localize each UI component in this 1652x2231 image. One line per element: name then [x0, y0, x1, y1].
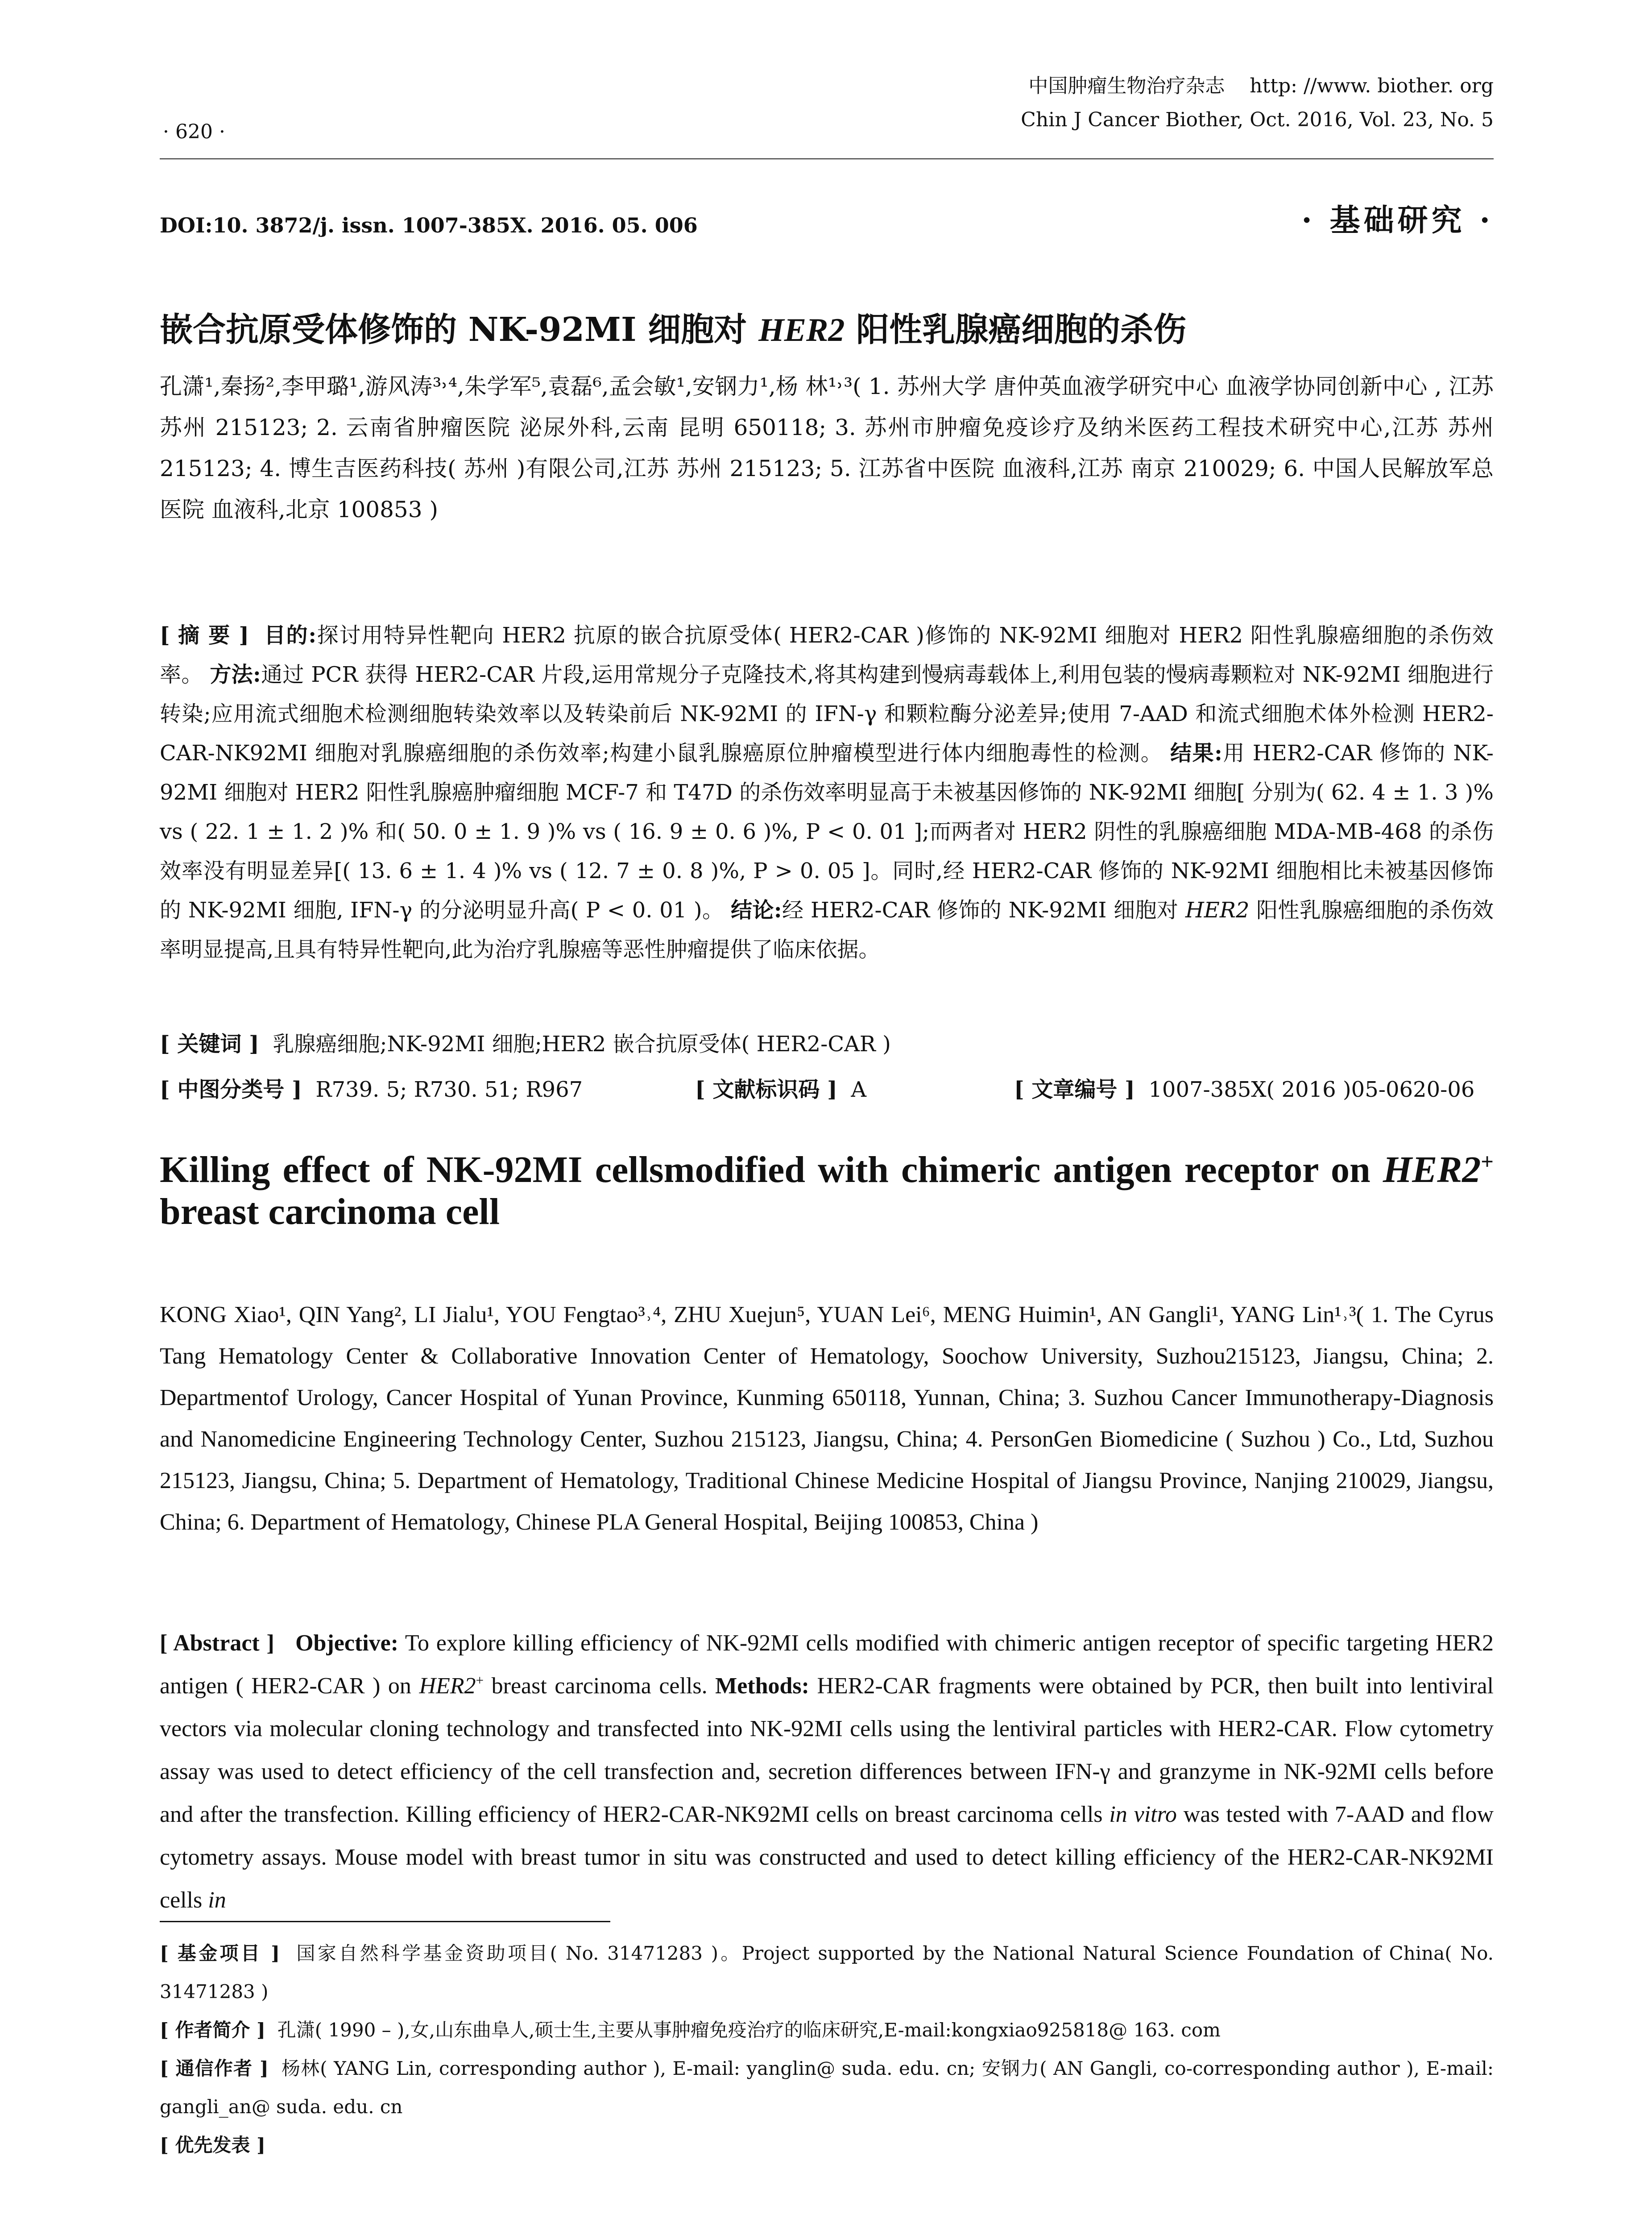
priority-publication-note: [ 优先发表 ]: [160, 2134, 265, 2156]
journal-url[interactable]: http: //www. biother. org: [1250, 75, 1494, 97]
journal-name-cn: 中国肿瘤生物治疗杂志: [1028, 75, 1225, 97]
article-no: 1007-385X( 2016 )05-0620-06: [1148, 1077, 1475, 1102]
method-label: 方法:: [210, 662, 261, 687]
running-header: [1021, 69, 1494, 137]
gene-name: HER2: [758, 312, 845, 348]
objective-label: 目的:: [264, 623, 317, 648]
clc-text: R739. 5; R730. 51; R967: [315, 1077, 583, 1102]
abstract-en-label: [ Abstract ]: [160, 1630, 274, 1656]
header-rule: [160, 158, 1494, 159]
page-number: · 620 ·: [163, 120, 225, 143]
abstract-en: [ Abstract ] Objective: To explore killing efficiency of NK-92MI cells modified with chimeric antigen receptor of specific targeting HER2 antigen ( HER2-CAR ) on HER2+ breast carcinoma cells. Methods: HER2-CAR fragments were obtained by PCR, then built into lentiviral vectors via molecular cloning technology and transfected into NK-92MI cells using the lentiviral particles with HER2-CAR. Flow cytometry assay was used to detect efficiency of the cell transfection and, secretion differences between IFN-γ and granzyme in NK-92MI cells before and after the transfection. Killing efficiency of HER2-CAR-NK92MI cells on breast carcinoma cells in vitro was tested with 7-AAD and flow cytometry assays. Mouse model with breast tumor in situ was constructed and used to detect killing efficiency of the HER2-CAR-NK92MI cells in: [160, 1630, 1494, 1913]
footnotes: [160, 1934, 1494, 2165]
correspondence-note: [ 通信作者 ] 杨林( YANG Lin, corresponding author ), E-mail: yanglin@ suda. edu. cn; 安钢力( AN Gangli, co-corresponding author ), E-mail: gangli_an@ suda. edu. cn: [160, 2057, 1494, 2118]
doi: DOI:10. 3872/j. issn. 1007-385X. 2016. 05. 006: [160, 213, 698, 237]
title-en: Killing effect of NK-92MI cellsmodified with chimeric antigen receptor on HER2+ breast carcinoma cell: [160, 1149, 1494, 1232]
method-text: 通过 PCR 获得 HER2-CAR 片段,运用常规分子克隆技术,将其构建到慢病毒载体上,利用包装的慢病毒颗粒对 NK-92MI 细胞进行转染;应用流式细胞术检测细胞转染效率以及转染前后 NK-92MI 的 IFN-γ 和颗粒酶分泌差异;使用 7-AAD 和流式细胞术体外检测 HER2-CAR-NK92MI 细胞对乳腺癌细胞的杀伤效率;构建小鼠乳腺癌原位肿瘤模型进行体内细胞毒性的检测。: [160, 662, 1494, 766]
abstract-zh: [ 摘 要 ] 目的:探讨用特异性靶向 HER2 抗原的嵌合抗原受体( HER2-CAR )修饰的 NK-92MI 细胞对 HER2 阳性乳腺癌细胞的杀伤效率。 方法:通过 PCR 获得 HER2-CAR 片段,运用常规分子克隆技术,将其构建到慢病毒载体上,利用包装的慢病毒颗粒对 NK-92MI 细胞进行转染;应用流式细胞术检测细胞转染效率以及转染前后 NK-92MI 的 IFN-γ 和颗粒酶分泌差异;使用 7-AAD 和流式细胞术体外检测 HER2-CAR-NK92MI 细胞对乳腺癌细胞的杀伤效率;构建小鼠乳腺癌原位肿瘤模型进行体内细胞毒性的检测。 结果:用 HER2-CAR 修饰的 NK-92MI 细胞对 HER2 阳性乳腺癌肿瘤细胞 MCF-7 和 T47D 的杀伤效率明显高于未被基因修饰的 NK-92MI 细胞[ 分别为( 62. 4 ± 1. 3 )% vs ( 22. 1 ± 1. 2 )% 和( 50. 0 ± 1. 9 )% vs ( 16. 9 ± 0. 6 )%, P < 0. 01 ];而两者对 HER2 阴性的乳腺癌细胞 MDA-MB-468 的杀伤效率没有明显差异[( 13. 6 ± 1. 4 )% vs ( 12. 7 ± 0. 8 )%, P > 0. 05 ]。同时,经 HER2-CAR 修饰的 NK-92MI 细胞相比未被基因修饰的 NK-92MI 细胞, IFN-γ 的分泌明显升高( P < 0. 01 )。 结论:经 HER2-CAR 修饰的 NK-92MI 细胞对 HER2 阳性乳腺癌细胞的杀伤效率明显提高,且具有特异性靶向,此为治疗乳腺癌等恶性肿瘤提供了临床依据。: [160, 623, 1494, 962]
result-label: 结果:: [1170, 741, 1222, 766]
methods-en-label: Methods:: [715, 1673, 809, 1699]
result-text: 用 HER2-CAR 修饰的 NK-92MI 细胞对 HER2 阳性乳腺癌肿瘤细胞 MCF-7 和 T47D 的杀伤效率明显高于未被基因修饰的 NK-92MI 细胞[ 分别为( 62. 4 ± 1. 3 )% vs ( 22. 1 ± 1. 2 )% 和( 50. 0 ± 1. 9 )% vs ( 16. 9 ± 0. 6 )%, P < 0. 01 ];而两者对 HER2 阴性的乳腺癌细胞 MDA-MB-468 的杀伤效率没有明显差异[( 13. 6 ± 1. 4 )% vs ( 12. 7 ± 0. 8 )%, P > 0. 05 ]。同时,经 HER2-CAR 修饰的 NK-92MI 细胞相比未被基因修饰的 NK-92MI 细胞, IFN-γ 的分泌明显升高( P < 0. 01 )。: [160, 741, 1494, 923]
keywords-zh: [ 关键词 ] 乳腺癌细胞;NK-92MI 细胞;HER2 嵌合抗原受体( HER2-CAR ): [160, 1032, 891, 1057]
journal-citation: Chin J Cancer Biother, Oct. 2016, Vol. 23, No. 5: [1021, 108, 1494, 131]
doc-code-label: [ 文献标识码 ]: [695, 1077, 837, 1102]
authors-en: KONG Xiao¹, QIN Yang², LI Jialu¹, YOU Fengtao³˒⁴, ZHU Xuejun⁵, YUAN Lei⁶, MENG Huimin¹, AN Gangli¹, YANG Lin¹˒³( 1. The Cyrus Tang Hematology Center & Collaborative Innovation Center of Hematology, Soochow University, Suzhou215123, Jiangsu, China; 2. Departmentof Urology, Cancer Hospital of Yunan Province, Kunming 650118, Yunnan, China; 3. Suzhou Cancer Immunotherapy-Diagnosis and Nanomedicine Engineering Technology Center, Suzhou 215123, Jiangsu, China; 4. PersonGen Biomedicine ( Suzhou ) Co., Ltd, Suzhou 215123, Jiangsu, China; 5. Department of Hematology, Traditional Chinese Medicine Hospital of Jiangsu Province, Nanjing 210029, Jiangsu, China; 6. Department of Hematology, Chinese PLA General Hospital, Beijing 100853, China ): [160, 1302, 1494, 1535]
author-bio-note: [ 作者简介 ] 孔潇( 1990 – ),女,山东曲阜人,硕士生,主要从事肿瘤免疫治疗的临床研究,E-mail:kongxiao925818@ 163. com: [160, 2019, 1221, 2041]
abstract-label: [ 摘 要 ]: [160, 623, 249, 648]
authors-zh: 孔潇¹,秦扬²,李甲璐¹,游风涛³˒⁴,朱学军⁵,袁磊⁶,孟会敏¹,安钢力¹,杨 林¹˒³( 1. 苏州大学 唐仲英血液学研究中心 血液学协同创新中心 , 江苏 苏州 215123; 2. 云南省肿瘤医院 泌尿外科,云南 昆明 650118; 3. 苏州市肿瘤免疫诊疗及纳米医药工程技术研究中心,江苏 苏州 215123; 4. 博生吉医药科技( 苏州 )有限公司,江苏 苏州 215123; 5. 江苏省中医院 血液科,江苏 南京 210029; 6. 中国人民解放军总医院 血液科,北京 100853 ): [160, 373, 1494, 523]
classification-row: [160, 1072, 1494, 1107]
objective-text: 探讨用特异性靶向 HER2 抗原的嵌合抗原受体( HER2-CAR )修饰的 NK-92MI 细胞对 HER2 阳性乳腺癌细胞的杀伤效率。: [160, 623, 1494, 687]
conclusion-label: 结论:: [731, 898, 782, 923]
objective-en-label: Objective:: [295, 1630, 399, 1656]
doc-code: A: [851, 1077, 867, 1102]
clc-label: [ 中图分类号 ]: [160, 1077, 302, 1102]
article-no-label: [ 文章编号 ]: [1014, 1077, 1135, 1102]
column-label: · 基础研究 ·: [1301, 203, 1494, 238]
funding-note: [ 基金项目 ] 国家自然科学基金资助项目( No. 31471283 )。Project supported by the National Natural Science Foundation of China( No. 31471283 ): [160, 1942, 1494, 2003]
footnote-rule: [160, 1921, 610, 1922]
title-zh: 嵌合抗原受体修饰的 NK-92MI 细胞对 HER2 阳性乳腺癌细胞的杀伤: [160, 311, 1187, 349]
